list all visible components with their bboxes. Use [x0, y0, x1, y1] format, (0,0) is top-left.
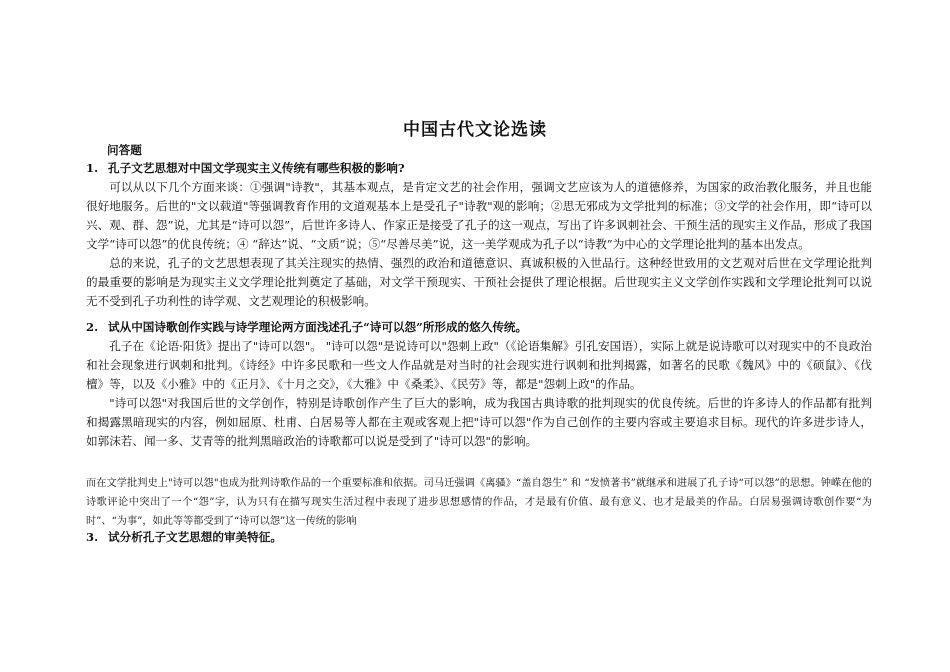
question-3-text: 试分析孔子文艺思想的审美特征。 — [108, 530, 282, 544]
question-1-heading — [86, 159, 872, 178]
document-title: 中国古代文论选读 — [403, 120, 547, 140]
question-3-number: 3. — [86, 530, 99, 544]
question-1 — [86, 159, 872, 311]
question-3-heading — [86, 528, 872, 547]
question-2-text: 试从中国诗歌创作实践与诗学理论两方面浅述孔子“诗可以怨”所形成的悠久传统。 — [108, 320, 528, 334]
question-2-answer-continuation: 而在文学批判史上"诗可以怨"也成为批判诗歌作品的一个重要标准和依据。司马迁强调《离骚》“盖自怨生” 和 “发愤著书”就继承和进展了孔子诗“可以怨”的思想。钟嵘在他的诗歌评论中突出了一个“怨”字，认为只有在描写现实生活过程中表现了进步思想感情的作品，才是最有价值、最有意义、也才是最美的作品。白居易强调诗歌创作要“为时”、“为事”，如此等等都受到了“诗可以怨”这一传统的影响 — [86, 478, 872, 527]
question-2-answer-paragraph-1: 孔子在《论语·阳货》提出了"诗可以怨"。 "诗可以怨"是说诗可以"怨刺上政"（《论语集解》引孔安国语），实际上就是说诗歌可以对现实中的不良政治和社会现象进行讽刺和批判。《诗经》中许多民歌和一些文人作品就是对当时的社会现实进行讽刺和批判揭露，如著名的民歌《魏风》中的《硕鼠》、《伐檀》等，以及《小雅》中的《正月》、《十月之交》，《大雅》中《桑柔》、《民劳》等，都是"怨刺上政"的作品。 — [86, 339, 872, 391]
question-2-heading — [86, 318, 872, 337]
question-1-number: 1. — [86, 161, 99, 175]
question-2-number: 2. — [86, 320, 99, 334]
question-2-answer-paragraph-2: "诗可以怨"对我国后世的文学创作，特别是诗歌创作产生了巨大的影响，成为我国古典诗歌的批判现实的优良传统。后世的许多诗人的作品都有批判和揭露黑暗现实的内容，例如屈原、杜甫、白居易等人都在主观或客观上把"诗可以怨"作为自己创作的主要内容或主要追求目标。现代的许多进步诗人，如郭沫若、闻一多、艾青等的批判黑暗政治的诗歌都可以说是受到了"诗可以怨"的影响。 — [86, 396, 872, 448]
question-1-answer-paragraph-1: 可以从以下几个方面来谈：①强调"诗教"，其基本观点，是肯定文艺的社会作用，强调文艺应该为人的道德修养，为国家的政治教化服务，并且也能很好地服务。后世的"文以载道"等强调教育作用的文道观基本上是受孔子"诗教"观的影响；②思无邪成为文学批判的标准；③文学的社会作用，即“诗可以兴、观、群、怨”说，尤其是“诗可以怨”，后世许多诗人、作家正是接受了孔子的这一观点，写出了许多讽刺社会、干预生活的现实主义作品，形成了我国文学“诗可以怨”的优良传统；④ “辞达”说、“文质”说；⑤“尽善尽美”说，这一美学观成为孔子以“诗教”为中心的文学理论批判的基本出发点。 — [86, 180, 872, 251]
section-label: 问答题 — [107, 143, 142, 157]
question-2 — [86, 318, 872, 451]
question-3 — [86, 528, 872, 547]
question-1-text: 孔子文艺思想对中国文学现实主义传统有哪些积极的影响? — [108, 161, 405, 175]
question-1-answer-paragraph-2: 总的来说，孔子的文艺思想表现了其关注现实的热情、强烈的政治和道德意识、真诚积极的入世品行。这种经世致用的文艺观对后世在文学理论批判的最重要的影响是为现实主义文学理论批判奠定了基础，对文学干预现实、干预社会提供了理论根据。后世现实主义文学创作实践和文学理论批判可以说无不受到孔子功利性的诗学观、文艺观理论的积极影响。 — [86, 256, 872, 308]
